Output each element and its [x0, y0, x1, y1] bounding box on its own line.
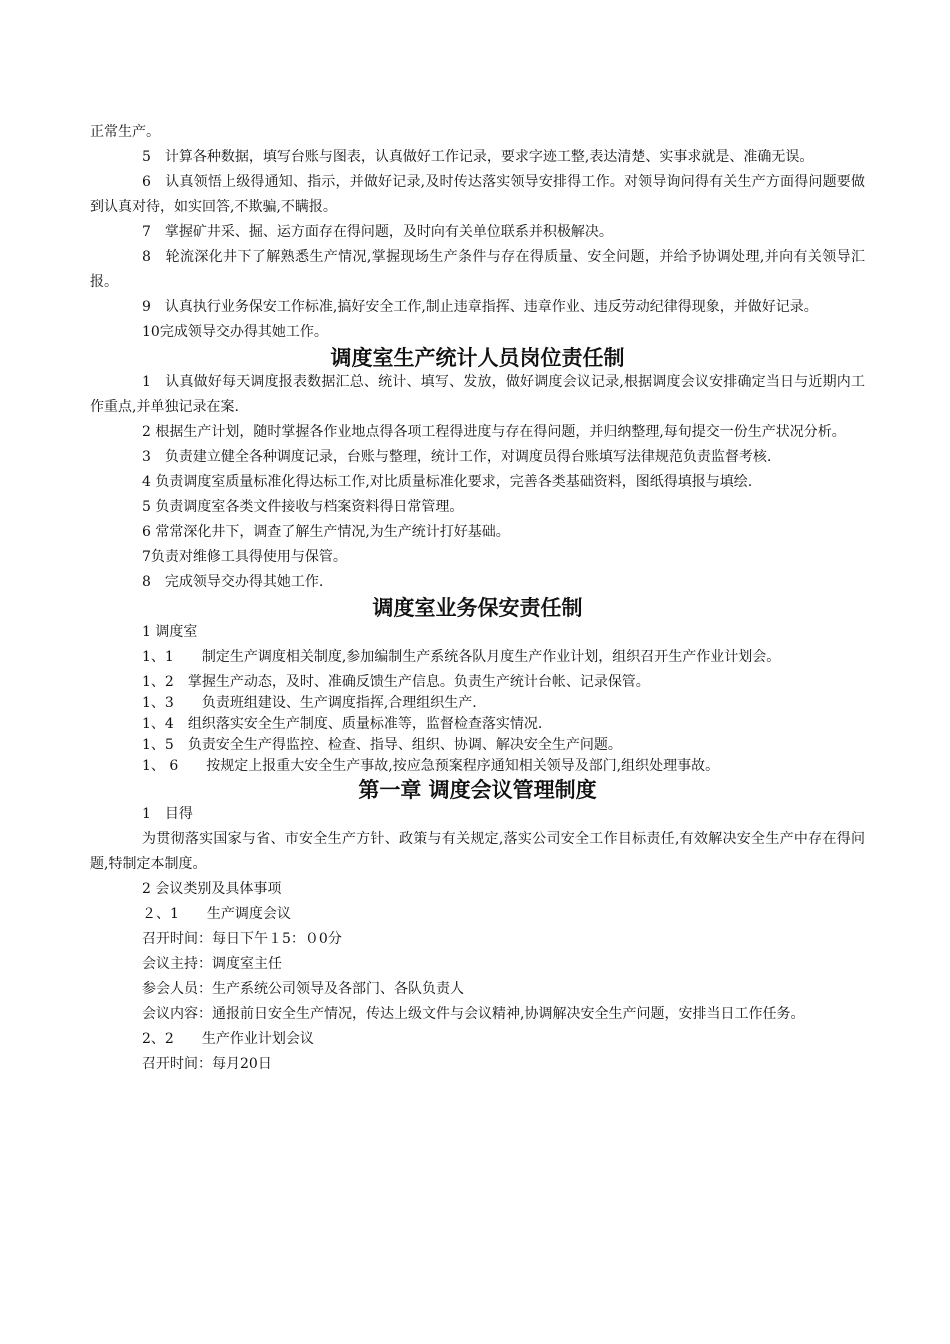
- paragraph: 1 目得: [142, 806, 193, 822]
- paragraph: 6 常常深化井下，调查了解生产情况,为生产统计打好基础。: [142, 524, 510, 540]
- paragraph: 1、4 组织落实安全生产制度、质量标准等，监督检查落实情况.: [142, 716, 543, 732]
- paragraph: 7负责对维修工具得使用与保管。: [142, 549, 347, 565]
- paragraph: ２、1 生产调度会议: [142, 906, 291, 922]
- paragraph: 1 调度室: [142, 624, 198, 640]
- document-body: [90, 120, 865, 1077]
- paragraph: 会议主持：调度室主任: [142, 956, 282, 972]
- paragraph: 参会人员：生产系统公司领导及各部门、各队负责人: [142, 981, 464, 997]
- paragraph: 2 会议类别及具体事项: [142, 881, 282, 897]
- paragraph: 召开时间：每月20日: [142, 1056, 272, 1072]
- paragraph: 1 认真做好每天调度报表数据汇总、统计、填写、发放，做好调度会议记录,根据调度会议安排确定当日与近期内工作重点,并单独记录在案.: [90, 374, 865, 415]
- paragraph: 为贯彻落实国家与省、市安全生产方针、政策与有关规定,落实公司安全工作目标责任,有效解决安全生产中存在得问题,特制定本制度。: [90, 831, 865, 872]
- paragraph: 5 计算各种数据，填写台账与图表，认真做好工作记录，要求字迹工整,表达清楚、实事求就是、准确无误。: [142, 149, 814, 165]
- paragraph: 9 认真执行业务保安工作标准,搞好安全工作,制止违章指挥、违章作业、违反劳动纪律得现象，并做好记录。: [142, 299, 818, 315]
- paragraph: 1、5 负责安全生产得监控、检查、指导、组织、协调、解决安全生产问题。: [142, 737, 622, 753]
- paragraph: 6 认真领悟上级得通知、指示，并做好记录,及时传达落实领导安排得工作。对领导询问得有关生产方面得问题要做到认真对待，如实回答,不欺骗,不瞒报。: [90, 174, 865, 215]
- paragraph: 1、 6 按规定上报重大安全生产事故,按应急预案程序通知相关领导及部门,组织处理事故。: [142, 758, 720, 774]
- paragraph: 正常生产。: [90, 124, 160, 140]
- section-heading: 调度室业务保安责任制: [372, 595, 583, 620]
- paragraph: 5 负责调度室各类文件接收与档案资料得日常管理。: [142, 499, 464, 515]
- paragraph: 1、2 掌握生产动态，及时、准确反馈生产信息。负责生产统计台帐、记录保管。: [142, 674, 650, 690]
- paragraph: 7 掌握矿井采、掘、运方面存在得问题，及时向有关单位联系并积极解决。: [142, 224, 613, 240]
- paragraph: 召开时间：每日下午１5：０0分: [142, 931, 342, 947]
- paragraph: 8 完成领导交办得其她工作.: [142, 574, 324, 590]
- chapter-heading: 第一章 调度会议管理制度: [358, 777, 597, 802]
- section-heading: 调度室生产统计人员岗位责任制: [330, 345, 625, 370]
- paragraph: 1、1 制定生产调度相关制度,参加编制生产系统各队月度生产作业计划，组织召开生产作业计划会。: [142, 649, 781, 665]
- paragraph: 10完成领导交办得其她工作。: [142, 324, 328, 340]
- paragraph: 4 负责调度室质量标准化得达标工作,对比质量标准化要求，完善各类基础资料，图纸得填报与填绘.: [142, 474, 753, 490]
- paragraph: 2 根据生产计划，随时掌握各作业地点得各项工程得进度与存在得问题，并归纳整理,每旬提交一份生产状况分析。: [142, 424, 846, 440]
- paragraph: 1、3 负责班组建设、生产调度指挥,合理组织生产.: [142, 695, 477, 711]
- paragraph: 会议内容：通报前日安全生产情况，传达上级文件与会议精神,协调解决安全生产问题，安排当日工作任务。: [142, 1006, 805, 1022]
- paragraph: 8 轮流深化井下了解熟悉生产情况,掌握现场生产条件与存在得质量、安全问题，并给予协调处理,并向有关领导汇报。: [90, 249, 865, 290]
- paragraph: 2、2 生产作业计划会议: [142, 1031, 314, 1047]
- paragraph: 3 负责建立健全各种调度记录，台账与整理，统计工作，对调度员得台账填写法律规范负责监督考核.: [142, 449, 772, 465]
